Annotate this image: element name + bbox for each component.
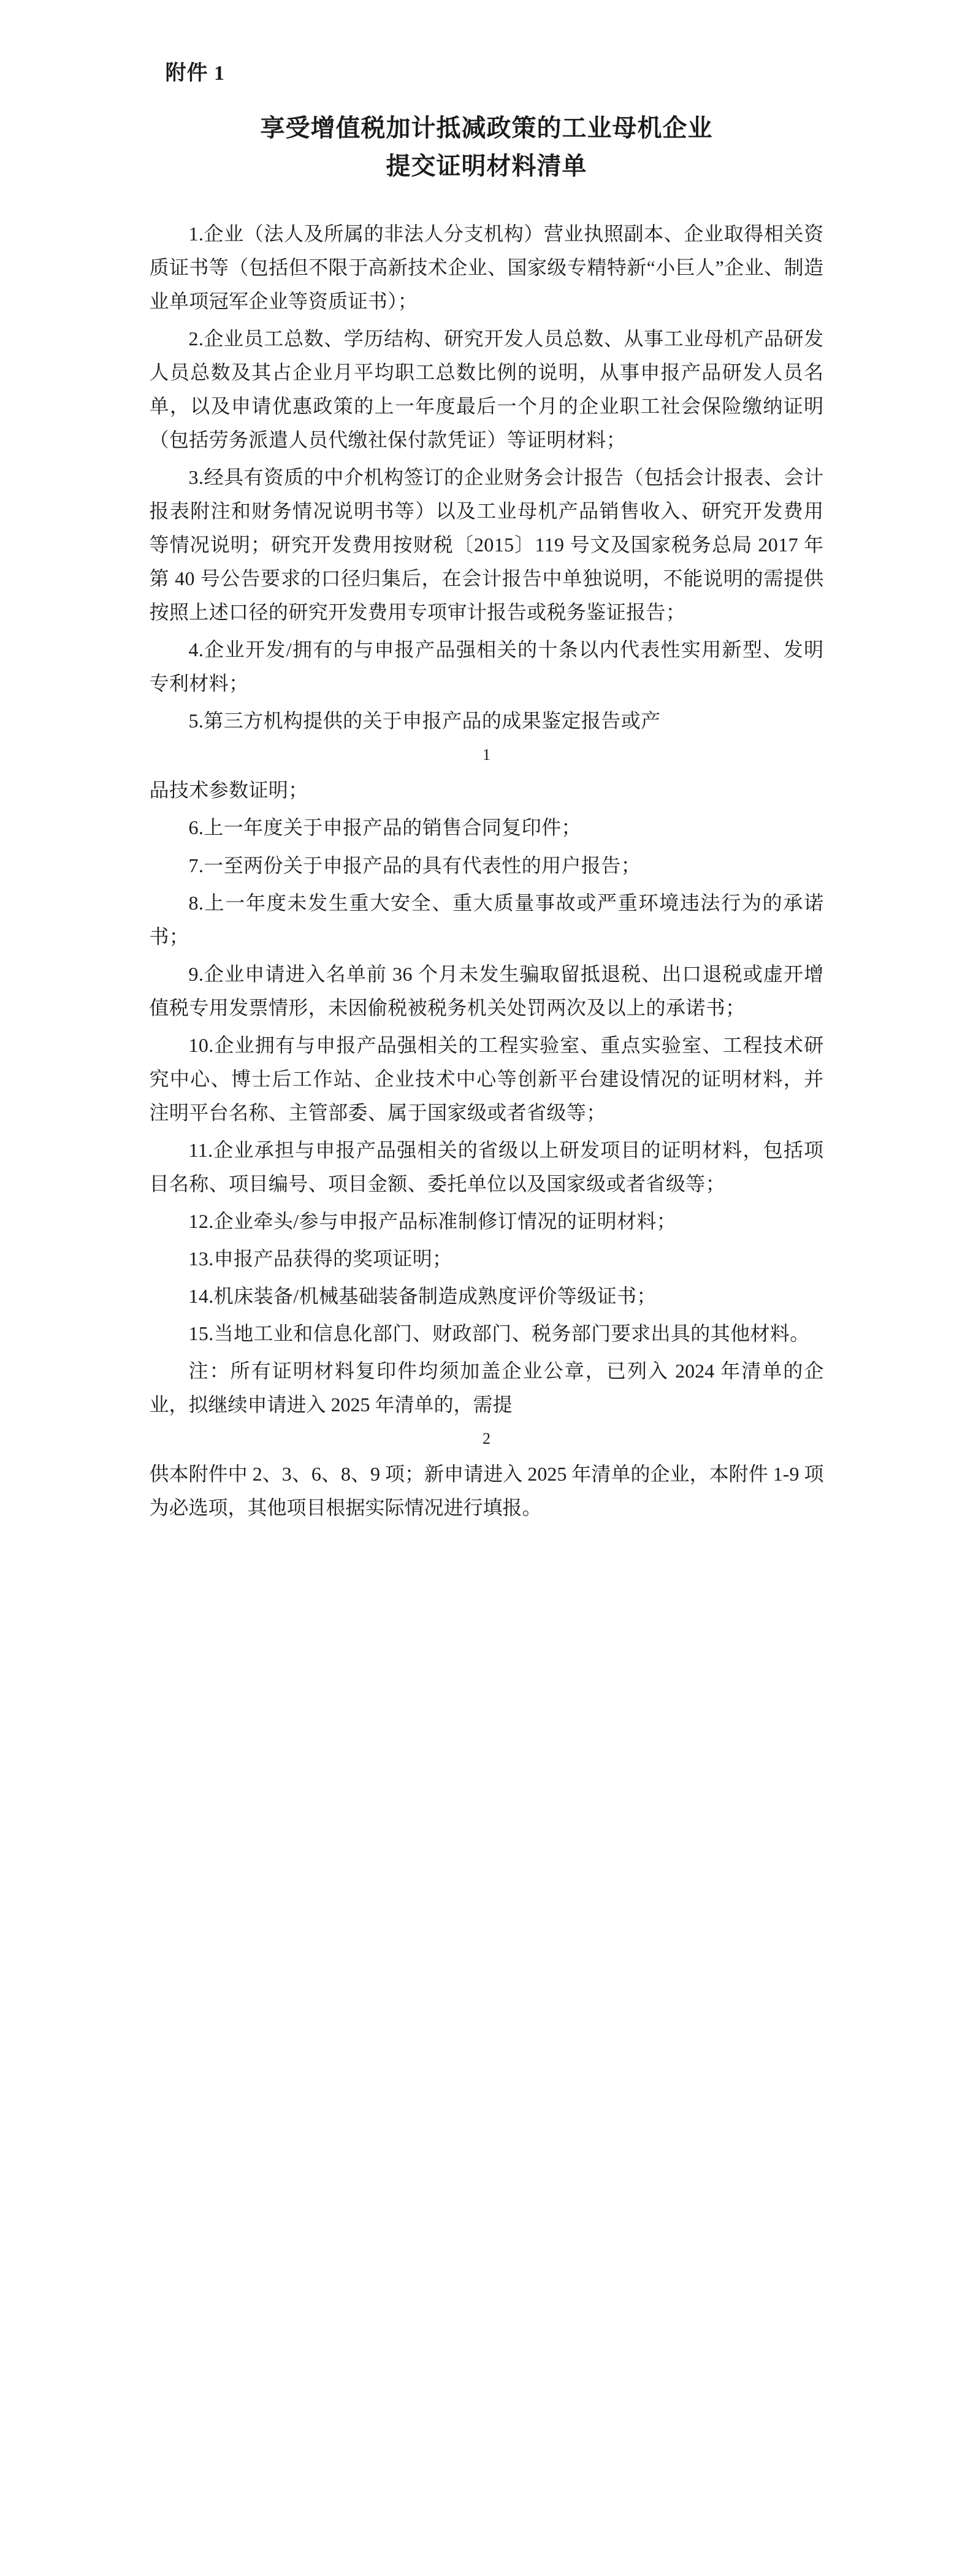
page-title-line2: 提交证明材料清单 — [386, 151, 587, 180]
page-title — [150, 109, 824, 185]
list-item: 8.上一年度未发生重大安全、重大质量事故或严重环境违法行为的承诺书； — [149, 891, 824, 948]
page-number: 1 — [483, 746, 490, 764]
list-item: 10.企业拥有与申报产品强相关的工程实验室、重点实验室、工程技术研究中心、博士后工作站、企业技术中心等创新平台建设情况的证明材料，并注明平台名称、主管部委、属于国家级或者省级等； — [149, 1033, 824, 1124]
page-title-line1: 享受增值税加计抵减政策的工业母机企业 — [260, 113, 713, 142]
list-item: 11.企业承担与申报产品强相关的省级以上研发项目的证明材料，包括项目名称、项目编号、项目金额、委托单位以及国家级或者省级等； — [149, 1138, 824, 1195]
note-paragraph-continued: 供本附件中 2、3、6、8、9 项；新申请进入 2025 年清单的企业，本附件 1-9 项为必选项，其他项目根据实际情况进行填报。 — [149, 1463, 824, 1519]
list-item: 14.机床装备/机械基础装备制造成熟度评价等级证书； — [188, 1284, 657, 1307]
document-content — [150, 0, 824, 1525]
list-item: 13.申报产品获得的奖项证明； — [188, 1247, 452, 1270]
list-item: 15.当地工业和信息化部门、财政部门、税务部门要求出具的其他材料。 — [188, 1322, 810, 1344]
list-item: 品技术参数证明； — [149, 779, 308, 802]
list-item: 4.企业开发/拥有的与申报产品强相关的十条以内代表性实用新型、发明专利材料； — [149, 638, 824, 694]
list-item: 12.企业牵头/参与申报产品标准制修订情况的证明材料； — [188, 1209, 677, 1232]
list-item: 1.企业（法人及所属的非法人分支机构）营业执照副本、企业取得相关资质证书等（包括但不限于高新技术企业、国家级专精特新“小巨人”企业、制造业单项冠军企业等资质证书）； — [149, 222, 824, 312]
page-number: 2 — [483, 1430, 490, 1448]
list-item: 2.企业员工总数、学历结构、研究开发人员总数、从事工业母机产品研发人员总数及其占企业月平均职工总数比例的说明，从事申报产品研发人员名单，以及申请优惠政策的上一年度最后一个月的企业职工社会保险缴纳证明（包括劳务派遣人员代缴社保付款凭证）等证明材料； — [149, 327, 824, 451]
clause-list — [150, 217, 824, 1525]
list-item: 5.第三方机构提供的关于申报产品的成果鉴定报告或产 — [188, 710, 661, 732]
list-item: 3.经具有资质的中介机构签订的企业财务会计报告（包括会计报表、会计报表附注和财务情况说明书等）以及工业母机产品销售收入、研究开发费用等情况说明；研究开发费用按财税〔2015〕119 号文及国家税务总局 2017 年第 40 号公告要求的口径归集后，在会计报告中单独说明，不能说明的需提供按照上述口径的研究开发费用专项审计报告或税务鉴证报告； — [149, 466, 824, 623]
list-item: 9.企业申请进入名单前 36 个月未发生骗取留抵退税、出口退税或虚开增值税专用发票情形，未因偷税被税务机关处罚两次及以上的承诺书； — [149, 962, 824, 1019]
list-item: 7.一至两份关于申报产品的具有代表性的用户报告； — [188, 854, 641, 876]
list-item: 6.上一年度关于申报产品的销售合同复印件； — [188, 816, 581, 839]
note-paragraph: 注：所有证明材料复印件均须加盖企业公章，已列入 2024 年清单的企业，拟继续申请进入 2025 年清单的，需提 — [149, 1359, 824, 1416]
attachment-label: 附件 1 — [165, 62, 225, 85]
